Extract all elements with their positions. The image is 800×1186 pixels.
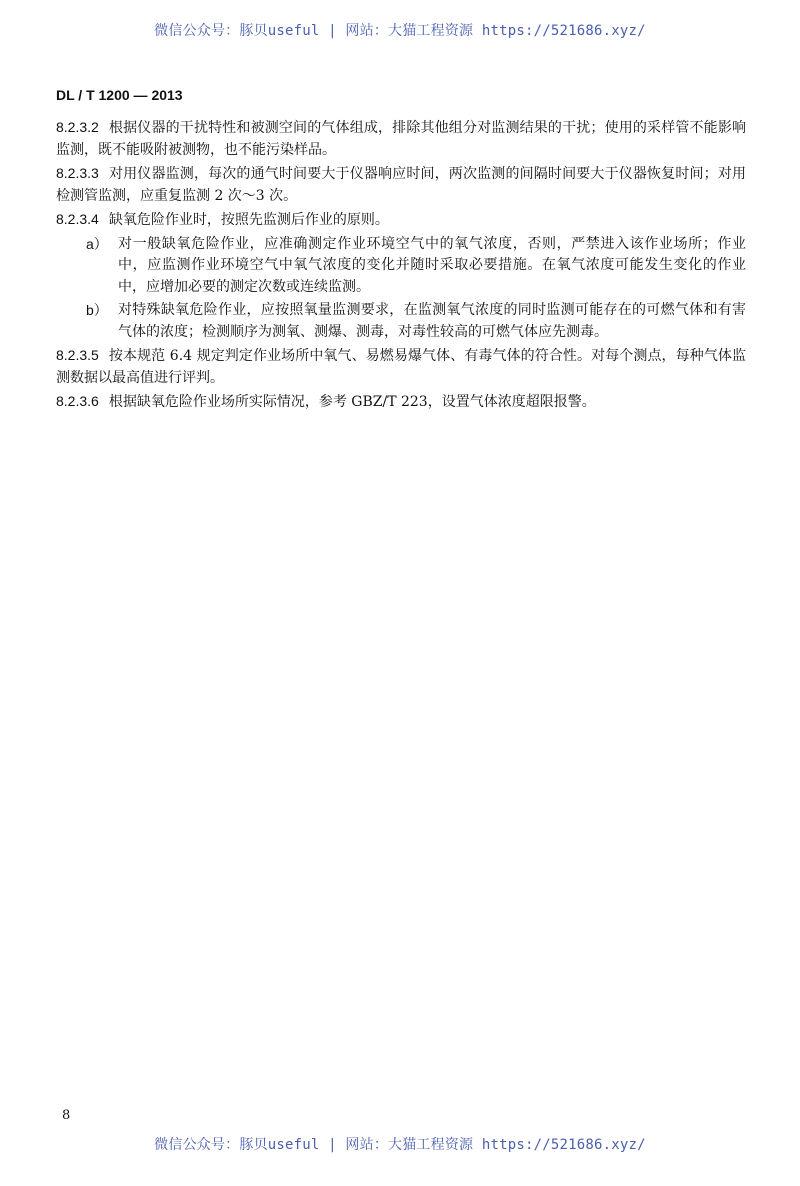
clause-text: 缺氧危险作业时，按照先监测后作业的原则。 [108, 212, 389, 228]
list-item-a [56, 234, 746, 299]
watermark-top: 微信公众号：豚贝useful | 网站：大猫工程资源 https://521686.xyz/ [154, 23, 646, 39]
clause-number: 8.2.3.2 [56, 119, 99, 135]
list-item-b [56, 300, 746, 343]
clause-text: 按本规范 6.4 规定判定作业场所中氧气、易燃易爆气体、有毒气体的符合性。对每个测点，每种气体监测数据以最高值进行评判。 [56, 348, 746, 386]
clause-8-2-3-2 [56, 117, 746, 161]
clause-text: 根据缺氧危险作业场所实际情况，参考 GBZ/T 223，设置气体浓度超限报警。 [108, 394, 596, 410]
watermark-bottom: 微信公众号：豚贝useful | 网站：大猫工程资源 https://521686.xyz/ [154, 1137, 646, 1153]
document-body [56, 117, 746, 416]
list-marker: b） [86, 302, 108, 318]
clause-8-2-3-5 [56, 345, 746, 389]
clause-number: 8.2.3.3 [56, 165, 99, 181]
clause-8-2-3-4 [56, 209, 746, 232]
clause-number: 8.2.3.5 [56, 347, 99, 363]
page-number: 8 [62, 1108, 71, 1123]
list-item-text: 对特殊缺氧危险作业，应按照氧量监测要求，在监测氧气浓度的同时监测可能存在的可燃气体和有害气体的浓度；检测顺序为测氧、测爆、测毒，对毒性较高的可燃气体应先测毒。 [118, 302, 746, 340]
clause-8-2-3-3 [56, 163, 746, 207]
list-marker: a） [86, 235, 108, 252]
clause-text: 根据仪器的干扰特性和被测空间的气体组成，排除其他组分对监测结果的干扰；使用的采样管不能影响监测，既不能吸附被测物，也不能污染样品。 [56, 120, 746, 158]
list-item-text: 对一般缺氧危险作业，应准确测定作业环境空气中的氧气浓度，否则，严禁进入该作业场所；作业中，应监测作业环境空气中氧气浓度的变化并随时采取必要措施。在氧气浓度可能发生变化的作业中，应增加必要的测定次数或连续监测。 [118, 235, 746, 295]
clause-number: 8.2.3.6 [56, 393, 99, 409]
clause-8-2-3-6 [56, 391, 746, 414]
clause-number: 8.2.3.4 [56, 211, 99, 227]
document-code: DL / T 1200 — 2013 [56, 87, 183, 103]
clause-text: 对用仪器监测，每次的通气时间要大于仪器响应时间，两次监测的间隔时间要大于仪器恢复时间；对用检测管监测，应重复监测 2 次～3 次。 [56, 166, 746, 204]
